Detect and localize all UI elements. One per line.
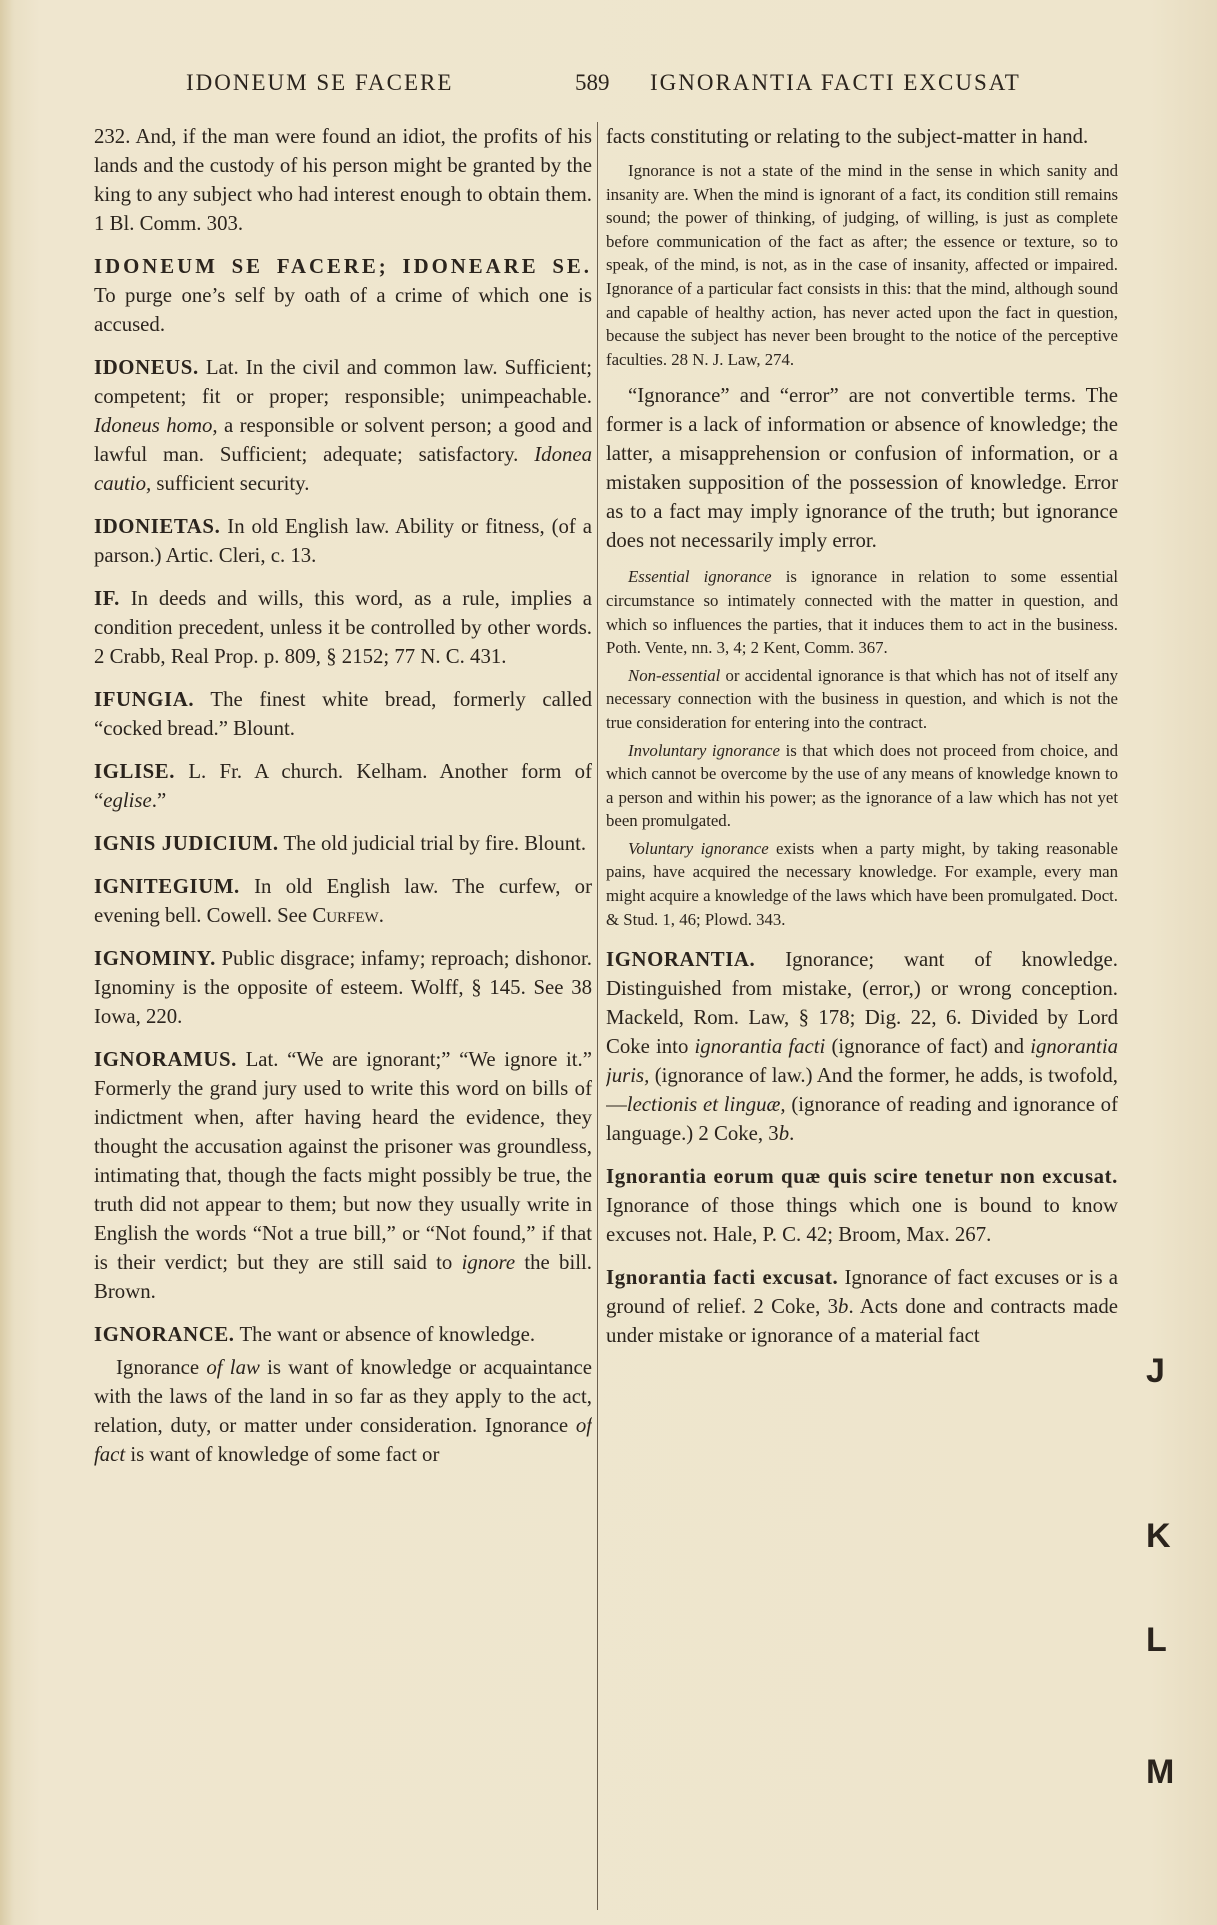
headword: IF. [94, 587, 120, 610]
headword: IGNITEGIUM. [94, 875, 240, 898]
entry-ignorance-definitions: Ignorance of law is want of knowledge or acquaintance with the laws of the land in so far as they apply to the act, relation, duty, or matter under consideration. Ignorance of fact is want of knowledge of some fact or [94, 1356, 592, 1466]
definition-involuntary-ignorance: Involuntary ignorance is that which does not proceed from choice, and which cannot be overcome by the use of any means of knowledge known to a person and within his power; as the ignorance of a law which has not yet been promulgated. [606, 740, 1118, 831]
thumb-index-letter-m: M [1146, 1753, 1175, 1791]
thumb-index-letter-j: J [1146, 1352, 1165, 1390]
column-divider [597, 122, 598, 1910]
cross-reference: Curfew [312, 904, 379, 927]
definition-voluntary-ignorance: Voluntary ignorance exists when a party might, by taking reasonable pains, have acquired the necessary knowledge. For example, every man might acquire a knowledge of the laws which have been promulgated. Doct. & Stud. 1, 46; Plowd. 343. [606, 838, 1118, 929]
quoted-passage: Ignorance is not a state of the mind in the sense in which sanity and insanity are. When the mind is ignorant of a fact, its condition still remains sound; the power of thinking, of judging, of willing, is just as complete before communication of the fact as after; the essence or texture, so to speak, of the mind, is not, as in the case of insanity, affected or impaired. Ignorance of a particular fact consists in this: that the mind, although sound and capable of healthy action, has never acted upon the fact in question, because the subject has never been brought to the notice of the perceptive faculties. 28 N. J. Law, 274. [606, 161, 1118, 369]
headword: IDONEUM SE FACERE; IDONEARE SE. [94, 255, 592, 278]
thumb-index-letter-k: K [1146, 1517, 1171, 1555]
entry-continuation-right: facts constituting or relating to the subject-matter in hand. [606, 125, 1089, 148]
entry-iglise: IGLISE. L. Fr. A church. Kelham. Another form of “eglise.” [94, 760, 592, 812]
running-head-left: IDONEUM SE FACERE [186, 70, 454, 95]
headword: IFUNGIA. [94, 688, 195, 711]
entry-ignis-judicium: IGNIS JUDICIUM. The old judicial trial by fire. Blount. [94, 832, 587, 855]
entry-idoneus: IDONEUS. Lat. In the civil and common law. Sufficient; competent; fit or proper; responsible; unimpeachable. Idoneus homo, a responsible or solvent person; a good and lawful man. Sufficient; adequate; satisfactory. Idonea cautio, sufficient security. [94, 356, 592, 495]
headword: Ignorantia eorum quæ quis scire tenetur non excusat. [606, 1165, 1118, 1189]
thumb-index-letter-l: L [1146, 1621, 1167, 1659]
entry-ignominy: IGNOMINY. Public disgrace; infamy; reproach; dishonor. Ignominy is the opposite of esteem. Wolff, § 145. See 38 Iowa, 220. [94, 947, 592, 1028]
entry-if: IF. In deeds and wills, this word, as a rule, implies a condition precedent, unless it be controlled by other words. 2 Crabb, Real Prop. p. 809, § 2152; 77 N. C. 431. [94, 587, 592, 668]
entry-ignitegium: IGNITEGIUM. In old English law. The curfew, or evening bell. Cowell. See Curfew. [94, 875, 592, 927]
headword: IDONEUS. [94, 356, 199, 379]
headword: IDONIETAS. [94, 515, 221, 538]
headword: IGNOMINY. [94, 947, 216, 970]
entry-continuation: 232. And, if the man were found an idiot, the profits of his lands and the custody of his person might be granted by the king to any subject who had interest enough to obtain them. 1 Bl. Comm. 303. [94, 125, 592, 235]
entry-ifungia: IFUNGIA. The finest white bread, formerly called “cocked bread.” Blount. [94, 688, 592, 740]
definition-essential-ignorance: Essential ignorance is ignorance in relation to some essential circumstance so intimately connected with the matter in question, and which so influences the parties, that it induces them to act in the business. Poth. Vente, nn. 3, 4; 2 Kent, Comm. 367. [606, 567, 1118, 658]
headword: IGLISE. [94, 760, 176, 783]
headword: IGNIS JUDICIUM. [94, 832, 279, 855]
entry-ignorantia: IGNORANTIA. Ignorance; want of knowledge. Distinguished from mistake, (error,) or wrong conception. Mackeld, Rom. Law, § 178; Dig. 22, 6. Divided by Lord Coke into ignorantia facti (ignorance of fact) and ignorantia juris, (ignorance of law.) And the former, he adds, is twofold,—lectionis et linguæ, (ignorance of reading and ignorance of language.) 2 Coke, 3b. [606, 948, 1118, 1146]
definition-non-essential-ignorance: Non-essential or accidental ignorance is that which has not of itself any necessary connection with the business in question, and which is not the true consideration for entering into the contract. [606, 665, 1118, 732]
entry-idoneum-se-facere: IDONEUM SE FACERE; IDONEARE SE. To purge one’s self by oath of a crime of which one is accused. [94, 255, 592, 336]
left-column [94, 122, 592, 1912]
entry-ignorance: IGNORANCE. The want or absence of knowledge. [94, 1323, 536, 1346]
entry-idonietas: IDONIETAS. In old English law. Ability or fitness, (of a parson.) Artic. Cleri, c. 13. [94, 515, 592, 567]
right-column [606, 122, 1118, 1812]
running-head-right: IGNORANTIA FACTI EXCUSAT [650, 70, 1021, 95]
entry-ignorantia-facti: Ignorantia facti excusat. Ignorance of fact excuses or is a ground of relief. 2 Coke, 3b. Acts done and contracts made under mistake or ignorance of a material fact [606, 1266, 1118, 1348]
page-number: 589 [575, 70, 610, 95]
headword: IGNORANTIA. [606, 948, 756, 972]
running-head [0, 66, 1217, 102]
headword: IGNORANCE. [94, 1323, 235, 1346]
entry-ignoramus: IGNORAMUS. Lat. “We are ignorant;” “We ignore it.” Formerly the grand jury used to write this word on bills of indictment when, after having heard the evidence, they thought the accusation against the prisoner was groundless, intimating that, though the facts might possibly be true, the truth did not appear to them; but now they usually write in English the words “Not a true bill,” or “Not found,” if that is their verdict; but they are still said to ignore the bill. Brown. [94, 1048, 592, 1303]
headword: IGNORAMUS. [94, 1048, 237, 1071]
headword: Ignorantia facti excusat. [606, 1266, 839, 1290]
paragraph-ignorance-vs-error: “Ignorance” and “error” are not convertible terms. The former is a lack of information or absence of knowledge; the latter, a misapprehension or confusion of information, or a mistaken supposition of the possession of knowledge. Error as to a fact may imply ignorance of the truth; but ignorance does not necessarily imply error. [606, 384, 1118, 553]
entry-ignorantia-eorum: Ignorantia eorum quæ quis scire tenetur non excusat. Ignorance of those things which one is bound to know excuses not. Hale, P. C. 42; Broom, Max. 267. [606, 1165, 1118, 1247]
